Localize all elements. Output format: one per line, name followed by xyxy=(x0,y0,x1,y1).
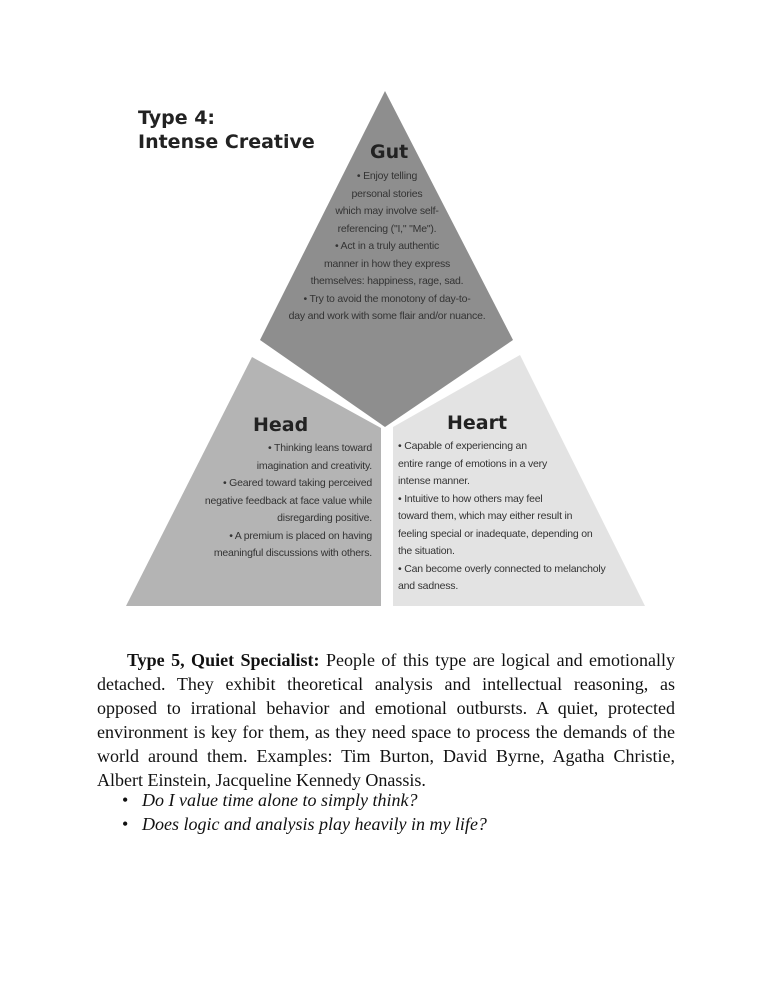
gut-line: which may involve self- xyxy=(335,205,439,217)
gut-line: day and work with some flair and/or nuance. xyxy=(288,310,486,322)
figure-title xyxy=(138,106,315,154)
head-line: • Geared toward taking perceived xyxy=(222,477,372,489)
heart-line: toward them, which may either result in xyxy=(398,510,573,522)
gut-line: referencing ("I," "Me"). xyxy=(337,222,437,235)
body-lead: Type 5, Quiet Specialist: xyxy=(127,650,320,670)
heart-bullets xyxy=(398,438,628,596)
question-item: • Do I value time alone to simply think? xyxy=(122,788,487,812)
question-list xyxy=(122,788,487,836)
head-line: • Thinking leans toward xyxy=(268,442,372,454)
gut-title: Gut xyxy=(370,141,409,163)
heart-line: • Intuitive to how others may feel xyxy=(398,492,543,505)
head-line: • A premium is placed on having xyxy=(229,529,372,542)
heart-title: Heart xyxy=(447,412,508,434)
head-bullets xyxy=(190,440,372,563)
heart-line: entire range of emotions in a very xyxy=(398,457,548,470)
heart-line: feeling special or inadequate, depending on xyxy=(398,527,593,540)
head-line: meaningful discussions with others. xyxy=(213,547,372,559)
head-line: imagination and creativity. xyxy=(256,459,372,472)
gut-line: • Act in a truly authentic xyxy=(334,240,440,252)
heart-line: • Can become overly connected to melancholy xyxy=(398,562,606,575)
figure-title-line-1: Type 4: xyxy=(138,107,216,129)
gut-line: manner in how they express xyxy=(323,257,451,270)
heart-line: intense manner. xyxy=(398,475,470,487)
heart-line: and sadness. xyxy=(398,580,459,592)
gut-bullets xyxy=(255,168,519,326)
gut-line: personal stories xyxy=(351,187,423,200)
head-title: Head xyxy=(253,414,309,436)
head-line: negative feedback at face value while xyxy=(204,494,372,507)
body-text: People of this type are logical and emotionally detached. They exhibit theoretical analysis and intellectual reasoning, as opposed to irrational behavior and emotional outbursts. A quiet, protected environment is key for them, as they need space to process the demands of the world around them. Examples: Tim Burton, David Byrne, Agatha Christie, Albert Einstein, Jacqueline Kennedy Onassis. xyxy=(97,650,675,790)
heart-line: • Capable of experiencing an xyxy=(398,440,527,452)
figure-title-line-2: Intense Creative xyxy=(138,131,315,153)
gut-line: themselves: happiness, rage, sad. xyxy=(310,275,464,287)
gut-line: • Try to avoid the monotony of day-to- xyxy=(303,292,471,305)
head-line: disregarding positive. xyxy=(277,512,372,524)
gut-line: • Enjoy telling xyxy=(356,170,418,182)
body-paragraph xyxy=(97,648,675,792)
question-item: • Does logic and analysis play heavily in my life? xyxy=(122,812,487,836)
heart-line: the situation. xyxy=(398,545,455,557)
